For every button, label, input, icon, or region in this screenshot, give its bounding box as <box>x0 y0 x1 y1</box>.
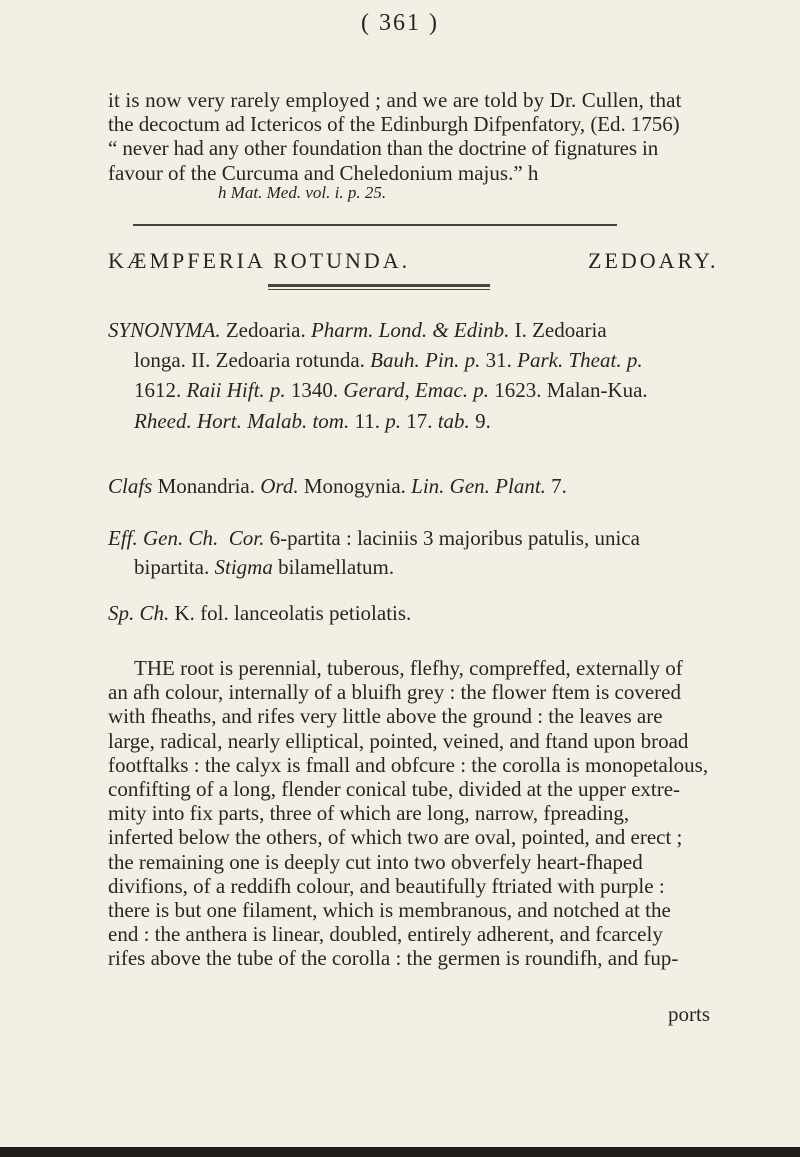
essential-label: Eff. Gen. Ch. <box>108 526 219 550</box>
description-line: end : the anthera is linear, doubled, entirely adherent, and fcarcely <box>108 922 663 947</box>
intro-paragraph <box>108 88 713 185</box>
description-line: large, radical, nearly elliptical, pointed, veined, and ftand upon broad <box>108 728 689 753</box>
intro-line: “ never had any other foundation than the doctrine of fignatures in <box>108 136 659 161</box>
linnaeus-ref: Lin. Gen. Plant. <box>411 474 546 498</box>
description-line: footftalks : the calyx is fmall and obfcure : the corolla is monopetalous, <box>108 752 709 777</box>
page-bottom-edge <box>0 1147 800 1157</box>
intro-line: it is now very rarely employed ; and we are told by Dr. Cullen, that <box>108 88 682 112</box>
synonyma-block <box>108 318 718 433</box>
page-number: ( 361 ) <box>361 10 439 36</box>
specific-character-line <box>108 601 411 625</box>
description-line: the remaining one is deeply cut into two obverfely heart-fhaped <box>108 849 643 874</box>
essential-text: bipartita. <box>134 555 215 580</box>
description-line: there is but one filament, which is membranous, and notched at the <box>108 898 671 923</box>
synonyma-ref: tab. <box>437 408 470 433</box>
synonyma-ref: Gerard, Emac. p. <box>343 378 490 403</box>
description-line: inferted below the others, of which two are oval, pointed, and erect ; <box>108 825 683 850</box>
specific-label: Sp. Ch. <box>108 601 170 625</box>
essential-text: 6-partita : laciniis 3 majoribus patulis, unica <box>264 526 640 550</box>
heading-latin: KÆMPFERIA ROTUNDA. <box>108 248 411 273</box>
class-value: Monandria. <box>152 474 261 498</box>
footnote: h Mat. Med. vol. i. p. 25. <box>218 183 387 202</box>
synonyma-text: Zedoaria. <box>220 318 311 342</box>
order-value: Monogynia. <box>298 474 412 498</box>
synonyma-ref: p. <box>385 408 401 433</box>
synonyma-ref: Rheed. Hort. Malab. tom. <box>134 408 350 433</box>
description-paragraph <box>108 656 718 971</box>
linnaeus-num: 7. <box>545 474 567 498</box>
catchword: ports <box>668 1002 710 1026</box>
order-label: Ord. <box>260 474 299 498</box>
synonyma-text: longa. II. Zedoaria rotunda. <box>134 348 371 373</box>
description-line: divifions, of a reddifh colour, and beautifully ftriated with purple : <box>108 873 665 898</box>
intro-line: favour of the Curcuma and Cheledonium majus.” h <box>108 160 539 185</box>
synonyma-text: 1612. <box>134 378 187 403</box>
stigma-label: Stigma <box>214 555 273 580</box>
specific-value: K. fol. lanceolatis petiolatis. <box>169 601 412 625</box>
divider-rule-heading <box>268 284 490 287</box>
synonyma-text: 9. <box>469 408 491 433</box>
essential-text: bilamellatum. <box>272 555 395 580</box>
class-line <box>108 474 567 498</box>
divider-rule-heading-thin <box>268 289 490 290</box>
synonyma-text: 1623. Malan-Kua. <box>489 378 648 403</box>
heading-english: ZEDOARY. <box>588 248 719 273</box>
description-line: mity into fix parts, three of which are long, narrow, fpreading, <box>108 801 630 826</box>
divider-rule-top <box>133 224 617 226</box>
description-line: confifting of a long, flender conical tube, divided at the upper extre- <box>108 777 681 802</box>
description-line: THE root is perennial, tuberous, flefhy, compreffed, externally of <box>134 656 683 680</box>
corolla-label: Cor. <box>228 526 265 550</box>
class-label: Clafs <box>108 474 153 498</box>
synonyma-ref: Bauh. Pin. p. <box>370 348 481 373</box>
description-line: with fheaths, and rifes very little above the ground : the leaves are <box>108 704 663 729</box>
synonyma-text: 17. <box>400 408 438 433</box>
essential-character-block <box>108 526 718 579</box>
synonyma-ref: Park. Theat. p. <box>517 348 643 373</box>
synonyma-text: 1340. <box>285 378 344 403</box>
synonyma-text: 11. <box>349 408 386 433</box>
synonyma-ref: Pharm. Lond. & Edinb. <box>310 318 510 342</box>
synonyma-label: SYNONYMA. <box>108 318 221 342</box>
description-line: rifes above the tube of the corolla : the germen is roundifh, and fup- <box>108 946 679 971</box>
intro-line: the decoctum ad Ictericos of the Edinburgh Difpenfatory, (Ed. 1756) <box>108 112 680 137</box>
synonyma-ref: Raii Hift. p. <box>186 378 286 403</box>
synonyma-text: 31. <box>480 348 518 373</box>
synonyma-text: I. Zedoaria <box>509 318 607 342</box>
description-line: an afh colour, internally of a bluifh grey : the flower ftem is covered <box>108 680 681 705</box>
